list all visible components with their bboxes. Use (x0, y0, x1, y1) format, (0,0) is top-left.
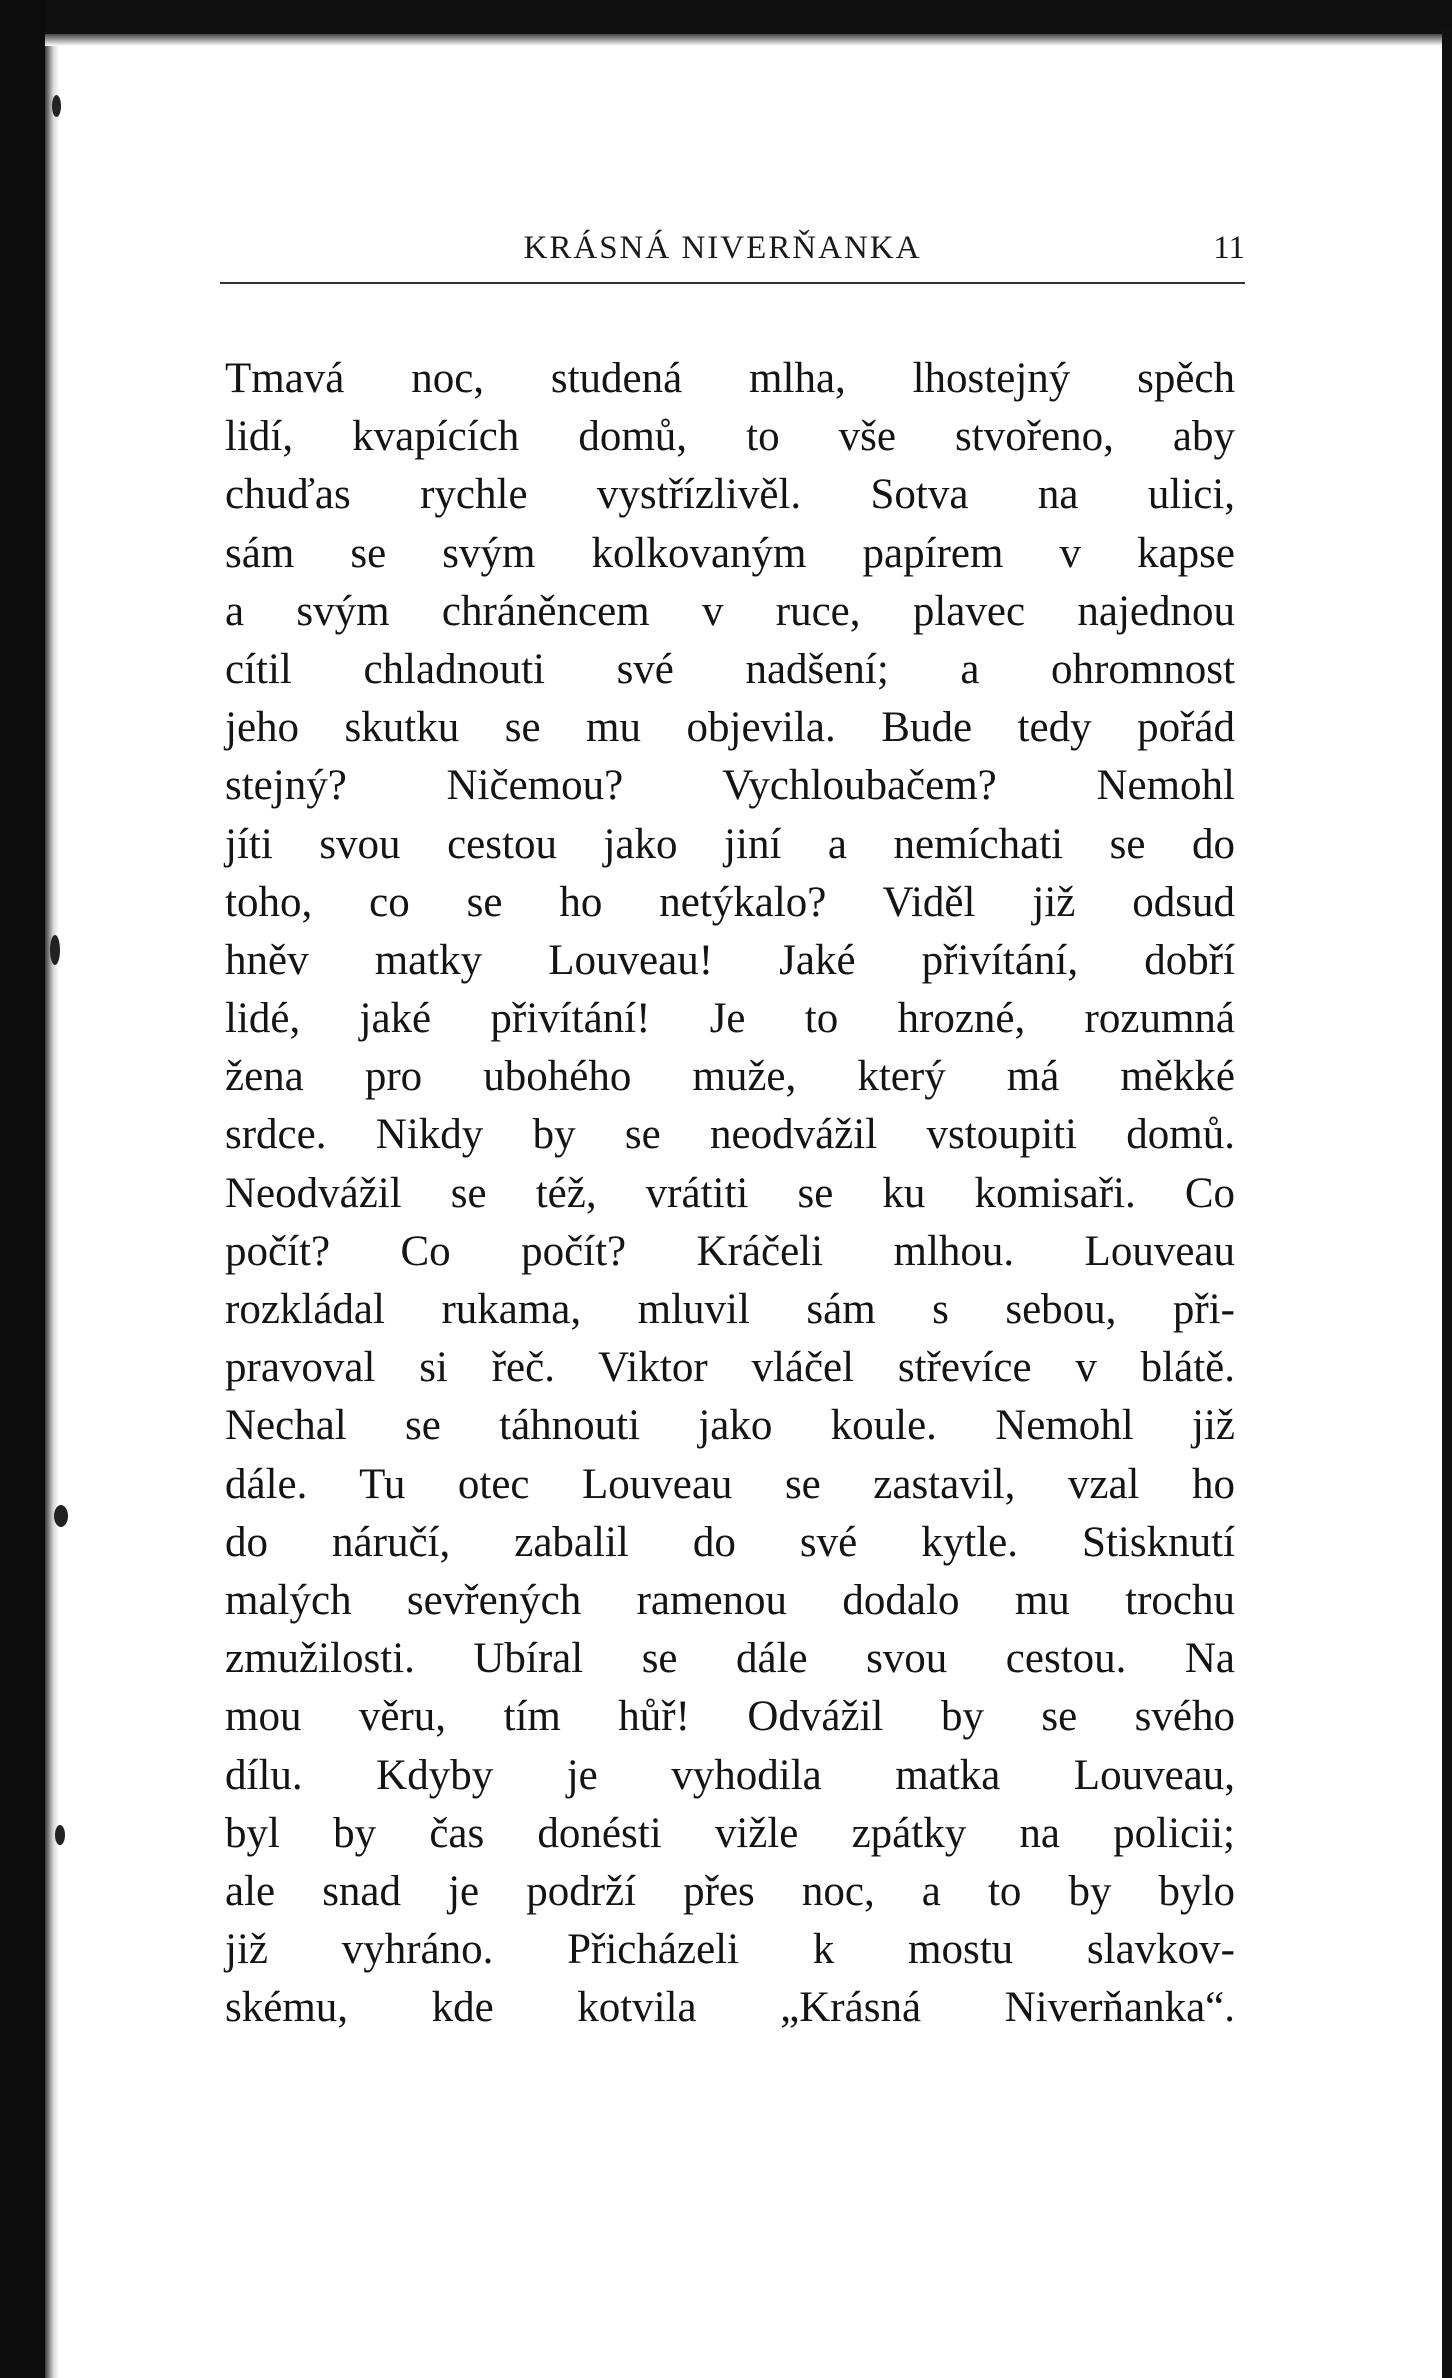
margin-speck (55, 1825, 65, 1845)
text-line: a svým chráněncem v ruce, plavec najednou (225, 587, 1235, 635)
text-line: lidé, jaké přivítání! Je to hrozné, rozumná (225, 995, 1235, 1043)
text-line: hněv matky Louveau! Jaké přivítání, dobří (225, 936, 1235, 984)
text-line: sám se svým kolkovaným papírem v kapse (225, 529, 1235, 577)
text-line: mou věru, tím hůř! Odvážil by se svého (225, 1693, 1235, 1741)
text-line: již vyhráno. Přicházeli k mostu slavkov- (225, 1926, 1235, 1974)
text-line: do náručí, zabalil do své kytle. Stisknutí (225, 1518, 1235, 1566)
text-line: Tmavá noc, studená mlha, lhostejný spěch (225, 355, 1235, 402)
text-line: stejný? Ničemou? Vychloubačem? Nemohl (225, 762, 1235, 810)
page-number: 11 (1213, 230, 1245, 266)
top-edge-gradient (45, 34, 1452, 46)
margin-speck (50, 935, 60, 965)
text-line: dále. Tu otec Louveau se zastavil, vzal ho (225, 1460, 1235, 1508)
text-line: malých sevřených ramenou dodalo mu trochu (225, 1576, 1235, 1624)
book-spine-shadow (0, 0, 45, 2378)
text-line: žena pro ubohého muže, který má měkké (225, 1053, 1235, 1101)
running-header (200, 220, 1245, 280)
spine-edge-gradient (45, 0, 59, 2378)
text-line: Nechal se táhnouti jako koule. Nemohl již (225, 1402, 1235, 1450)
text-line: lidí, kvapících domů, to vše stvořeno, aby (225, 413, 1235, 461)
top-edge-shadow (45, 0, 1452, 34)
text-line: pravoval si řeč. Viktor vláčel střevíce v blátě. (225, 1344, 1235, 1392)
text-line: dílu. Kdyby je vyhodila matka Louveau, (225, 1751, 1235, 1799)
text-line: ale snad je podrží přes noc, a to by bylo (225, 1867, 1235, 1915)
text-line: toho, co se ho netýkalo? Viděl již odsud (225, 878, 1235, 926)
text-line: rozkládal rukama, mluvil sám s sebou, při- (225, 1286, 1235, 1333)
right-edge-shadow (1442, 30, 1452, 2378)
text-line: jíti svou cestou jako jiní a nemíchati se do (225, 820, 1235, 868)
body-text (225, 350, 1235, 2037)
text-line: zmužilosti. Ubíral se dále svou cestou. Na (225, 1635, 1235, 1683)
margin-speck (54, 1505, 68, 1527)
page-content (200, 220, 1245, 2032)
text-line: srdce. Nikdy by se neodvážil vstoupiti domů. (225, 1111, 1235, 1159)
text-line: cítil chladnouti své nadšení; a ohromnost (225, 645, 1235, 693)
header-rule (220, 282, 1245, 284)
text-line: počít? Co počít? Kráčeli mlhou. Louveau (225, 1227, 1235, 1275)
text-line: byl by čas donésti vižle zpátky na policii; (225, 1809, 1235, 1857)
running-title: KRÁSNÁ NIVERŇANKA (523, 230, 922, 266)
text-line: chuďas rychle vystřízlivěl. Sotva na ulici, (225, 471, 1235, 519)
text-line: Neodvážil se též, vrátiti se ku komisaři. Co (225, 1169, 1235, 1217)
margin-speck (52, 95, 61, 117)
text-line: jeho skutku se mu objevila. Bude tedy pořád (225, 704, 1235, 752)
text-line: skému, kde kotvila „Krásná Niverňanka“. (225, 1984, 1235, 2032)
